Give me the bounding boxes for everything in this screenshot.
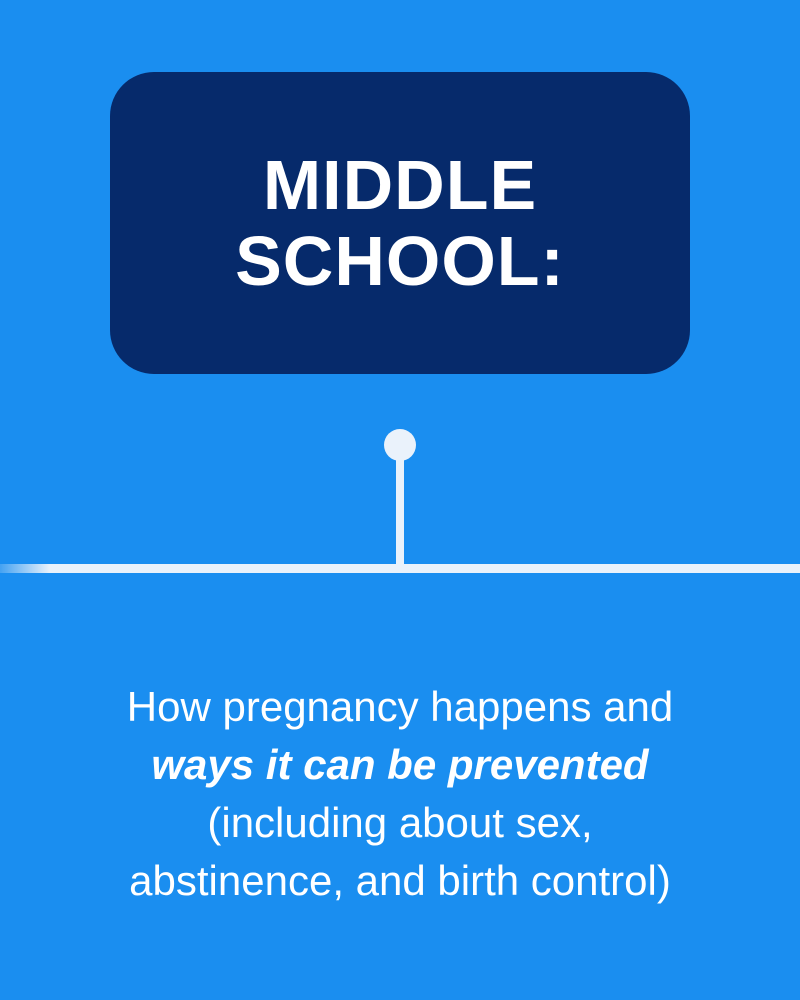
caption-line-4: abstinence, and birth control) xyxy=(129,857,671,904)
title-line-2: SCHOOL: xyxy=(235,222,565,300)
title-card xyxy=(110,72,690,374)
caption-line-1: How pregnancy happens and xyxy=(126,683,674,730)
title-line-1: MIDDLE xyxy=(262,146,538,224)
timeline-line xyxy=(0,564,800,573)
timeline-marker-stem xyxy=(396,452,404,570)
caption-line-3: (including about sex, xyxy=(207,799,593,846)
caption xyxy=(40,678,760,910)
caption-emphasis-line: ways it can be prevented xyxy=(151,741,649,788)
